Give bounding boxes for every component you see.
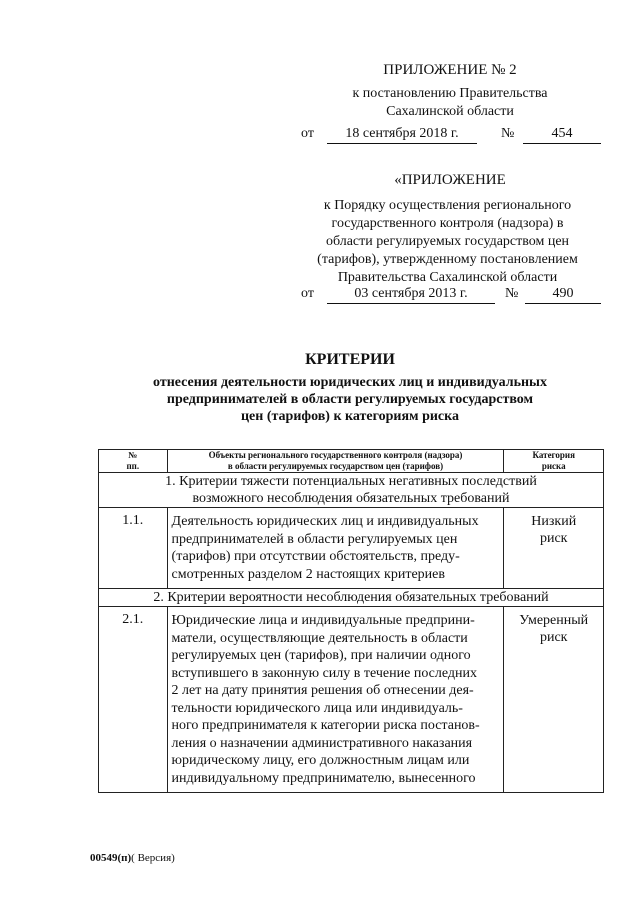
row-text-line: индивидуальному предпринимателю, вынесенного (171, 770, 476, 786)
row-text (167, 508, 504, 589)
document-footer (90, 852, 175, 864)
row-text-line: Деятельность юридических лиц и индивидуальных (171, 514, 479, 529)
section-1-line-1: 1. Критерии тяжести потенциальных негативных последствий (165, 474, 537, 489)
decree-number-sign: № (501, 126, 515, 141)
decree-date: 18 сентября 2018 г. (327, 126, 477, 144)
header-number-line-2: пп. (126, 461, 140, 471)
decree-ot-label: от (301, 126, 314, 141)
row-text-line: вступившего в законную силу в течение последних (171, 665, 478, 681)
criteria-title: КРИТЕРИИ (305, 351, 395, 368)
inner-decree-ot-label: от (301, 286, 314, 301)
row-text-line: юридическому лицу, его должностным лицам или (171, 753, 470, 768)
section-2-heading (99, 589, 604, 607)
row-category-line-1: Низкий (531, 514, 577, 529)
section-1-line-2: возможного несоблюдения обязательных требований (192, 491, 510, 506)
criteria-subtitle-line-3: цен (тарифов) к категориям риска (240, 409, 459, 424)
appendix-line-1: к постановлению Правительства (352, 86, 548, 101)
inner-appendix-line-4: (тарифов), утвержденному постановлением (317, 252, 578, 267)
header-category-line-1: Категория (532, 450, 575, 460)
section-1-heading (99, 473, 604, 508)
document-code: 00549(п) (90, 852, 132, 864)
table-section-1 (99, 473, 604, 508)
table-header-row (99, 450, 604, 473)
appendix-line-2: Сахалинской области (386, 104, 514, 119)
criteria-table (98, 449, 604, 793)
inner-appendix-line-1: к Порядку осуществления регионального (323, 198, 572, 213)
table-row (99, 508, 604, 589)
criteria-subtitle-line-1: отнесения деятельности юридических лиц и индивидуальных (153, 375, 547, 390)
header-objects (167, 450, 504, 473)
header-objects-line-2: в области регулируемых государством цен (тарифов) (227, 461, 444, 471)
criteria-subtitle (100, 374, 600, 425)
inner-decree-number-sign: № (505, 286, 519, 301)
inner-appendix-title: «ПРИЛОЖЕНИЕ (394, 172, 506, 188)
document-version: ( Версия) (131, 852, 175, 864)
row-text-line: регулируемых цен (тарифов), при наличии одного (171, 648, 471, 663)
inner-decree-number: 490 (525, 286, 601, 304)
row-number: 1.1. (99, 508, 168, 589)
header-number (99, 450, 168, 473)
header-category-line-2: риска (541, 461, 566, 471)
inner-appendix-line-2: государственного контроля (надзора) в (331, 216, 564, 231)
criteria-subtitle-line-2: предпринимателей в области регулируемых государством (166, 392, 534, 407)
row-category (504, 607, 604, 793)
inner-decree-date: 03 сентября 2013 г. (327, 286, 495, 304)
row-text (167, 607, 504, 793)
row-text-line: (тарифов) при отсутствии обстоятельств, преду- (171, 549, 460, 564)
row-text-line: ления о назначении административного наказания (171, 735, 473, 751)
row-number: 2.1. (99, 607, 168, 793)
header-number-line-1: № (128, 450, 138, 460)
inner-decree-line (301, 286, 601, 304)
table-row (99, 607, 604, 793)
appendix-decree-line (301, 126, 601, 144)
row-category-line-2: риск (539, 531, 568, 546)
section-2-line-1: 2. Критерии вероятности несоблюдения обязательных требований (153, 590, 549, 605)
row-category-line-2: риск (539, 630, 568, 645)
row-category-line-1: Умеренный (519, 613, 589, 628)
row-text-line: тельности юридического лица или индивидуаль- (171, 700, 463, 716)
appendix-title: ПРИЛОЖЕНИЕ № 2 (383, 62, 517, 78)
header-category (504, 450, 604, 473)
row-text-line: предпринимателей в области регулируемых цен (171, 531, 458, 547)
row-text-line: 2 лет на дату принятия решения об отнесении дея- (171, 683, 474, 698)
row-text-line: смотренных разделом 2 настоящих критериев (171, 566, 445, 582)
decree-number: 454 (523, 126, 601, 144)
inner-appendix-line-3: области регулируемых государством цен (325, 234, 570, 249)
header-objects-line-1: Объекты регионального государственного контроля (надзора) (208, 450, 463, 460)
table-section-2 (99, 589, 604, 607)
row-text-line: матели, осуществляющие деятельность в области (171, 630, 468, 646)
inner-appendix-line-5: Правительства Сахалинской области (337, 270, 558, 285)
row-category (504, 508, 604, 589)
row-text-line: ного предпринимателя к категории риска постанов- (171, 718, 480, 733)
row-text-line: Юридические лица и индивидуальные предприни- (171, 613, 475, 628)
